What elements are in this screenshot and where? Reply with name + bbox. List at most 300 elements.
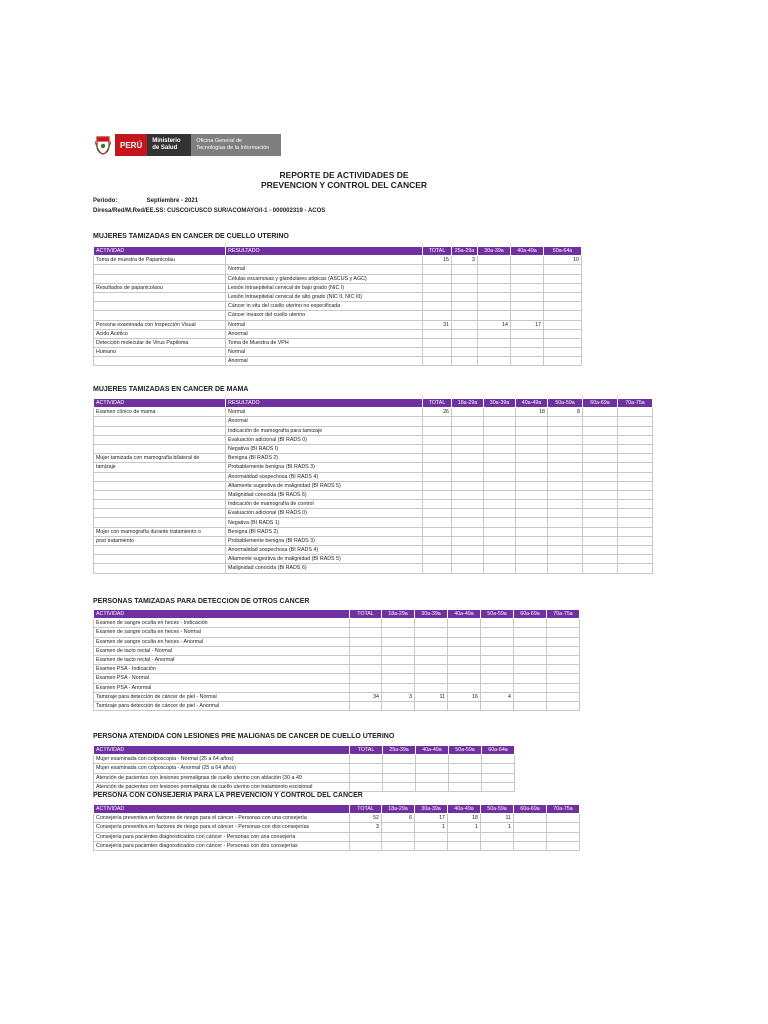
table-row	[94, 683, 580, 692]
value-cell	[448, 619, 481, 628]
value-cell	[382, 674, 415, 683]
value-cell	[423, 348, 452, 357]
value-cell	[481, 683, 514, 692]
value-cell	[547, 823, 580, 832]
value-cell	[482, 773, 515, 782]
result-cell: Probablemente benigna (BI RADS 3)	[226, 463, 423, 472]
column-header: 70a-75a	[618, 399, 653, 408]
activity-cell: Examen de sangre oculta en heces - Anormal	[94, 637, 350, 646]
value-cell	[382, 665, 415, 674]
otros-table	[93, 609, 580, 711]
value-cell	[382, 637, 415, 646]
value-cell	[478, 292, 511, 301]
value-cell	[416, 764, 449, 773]
value-cell	[514, 619, 547, 628]
result-cell: Normal	[226, 348, 423, 357]
activity-cell: Consejería para pacientes diagnosticados con cáncer - Personas con dos consejerías	[94, 841, 350, 850]
value-cell	[618, 426, 653, 435]
value-cell	[448, 832, 481, 841]
activity-cell	[94, 564, 226, 573]
activity-cell	[94, 444, 226, 453]
value-cell	[415, 701, 448, 710]
value-cell	[618, 555, 653, 564]
value-cell	[415, 665, 448, 674]
column-header: 30a-39a	[478, 247, 511, 256]
activity-cell: Examen clínico de mama	[94, 408, 226, 417]
column-header: 60a-69a	[514, 805, 547, 814]
value-cell	[484, 408, 516, 417]
activity-cell: Atención de pacientes con lesiones premalignas de cuello uterino con ablación (30 a 49	[94, 773, 350, 782]
table-row	[94, 283, 582, 292]
value-cell	[452, 481, 484, 490]
value-cell	[514, 692, 547, 701]
result-cell: Malignidad conocida (Bi RADS 6)	[226, 564, 423, 573]
value-cell: 52	[350, 814, 382, 823]
column-header: ACTIVIDAD	[94, 805, 350, 814]
table-row	[94, 329, 582, 338]
column-header: 30a-39a	[484, 399, 516, 408]
value-cell	[484, 546, 516, 555]
result-cell: Células escamosas y glandulares atípicas (ASCUS y AGC)	[226, 274, 423, 283]
value-cell: 1	[481, 823, 514, 832]
table-row	[94, 646, 580, 655]
value-cell: 1	[415, 823, 448, 832]
value-cell	[350, 782, 383, 791]
activity-cell	[94, 518, 226, 527]
column-header: TOTAL	[350, 610, 382, 619]
table-row	[94, 426, 653, 435]
value-cell	[350, 773, 383, 782]
value-cell	[350, 683, 382, 692]
value-cell	[350, 701, 382, 710]
value-cell	[547, 646, 580, 655]
value-cell	[548, 417, 583, 426]
value-cell	[423, 426, 452, 435]
value-cell	[511, 256, 544, 265]
value-cell	[452, 454, 484, 463]
table-row	[94, 674, 580, 683]
value-cell	[452, 546, 484, 555]
activity-cell: Consejería preventiva en factores de riesgo para el cáncer - Personas con dos consejerías	[94, 823, 350, 832]
value-cell	[481, 832, 514, 841]
column-header: 18a-29a	[382, 805, 415, 814]
value-cell	[583, 463, 618, 472]
value-cell: 3	[452, 256, 478, 265]
value-cell	[618, 546, 653, 555]
value-cell	[478, 302, 511, 311]
table-row	[94, 655, 580, 664]
value-cell	[484, 536, 516, 545]
value-cell	[618, 490, 653, 499]
value-cell	[511, 302, 544, 311]
table-header-row	[94, 805, 580, 814]
value-cell	[514, 628, 547, 637]
value-cell	[423, 302, 452, 311]
value-cell	[350, 646, 382, 655]
cuello-section-title: MUJERES TAMIZADAS EN CANCER DE CUELLO UTERINO	[93, 233, 289, 240]
table-row	[94, 417, 653, 426]
column-header: 50a-64a	[544, 247, 582, 256]
table-header-row	[94, 399, 653, 408]
value-cell	[423, 283, 452, 292]
value-cell: 1	[448, 823, 481, 832]
activity-cell: Mujer con mamografía durante tratamiento o	[94, 527, 226, 536]
result-cell: Toma de Muestra de VPH	[226, 338, 423, 347]
value-cell	[382, 832, 415, 841]
value-cell	[516, 454, 548, 463]
value-cell	[415, 674, 448, 683]
value-cell	[423, 481, 452, 490]
table-row	[94, 518, 653, 527]
activity-cell	[94, 417, 226, 426]
table-row	[94, 338, 582, 347]
value-cell	[618, 509, 653, 518]
value-cell	[452, 408, 484, 417]
table-row	[94, 292, 582, 301]
value-cell	[423, 417, 452, 426]
value-cell	[481, 674, 514, 683]
value-cell	[484, 435, 516, 444]
table-header-row	[94, 746, 515, 755]
value-cell	[583, 509, 618, 518]
activity-cell	[94, 490, 226, 499]
cuello-table	[93, 246, 582, 366]
value-cell	[416, 782, 449, 791]
value-cell	[452, 283, 478, 292]
value-cell	[478, 311, 511, 320]
value-cell	[484, 444, 516, 453]
value-cell	[516, 509, 548, 518]
value-cell	[423, 357, 452, 366]
value-cell	[382, 823, 415, 832]
activity-cell: Resultados de papanicolaou	[94, 283, 226, 292]
value-cell	[423, 444, 452, 453]
result-cell: Evaluación adicional (BI RADS 0)	[226, 509, 423, 518]
value-cell	[618, 564, 653, 573]
value-cell	[618, 463, 653, 472]
value-cell	[548, 454, 583, 463]
result-cell: Anormal	[226, 329, 423, 338]
value-cell	[452, 329, 478, 338]
value-cell	[547, 814, 580, 823]
activity-cell: tamizaje	[94, 463, 226, 472]
value-cell	[478, 283, 511, 292]
value-cell	[383, 773, 416, 782]
value-cell	[452, 518, 484, 527]
table-row	[94, 814, 580, 823]
activity-cell	[94, 435, 226, 444]
value-cell	[423, 329, 452, 338]
value-cell	[350, 841, 382, 850]
value-cell	[544, 283, 582, 292]
value-cell	[452, 311, 478, 320]
value-cell: 14	[478, 320, 511, 329]
activity-cell: Mujer examinada con colposcopia - Anormal (25 a 64 años)	[94, 764, 350, 773]
value-cell	[484, 481, 516, 490]
value-cell	[583, 527, 618, 536]
column-header: TOTAL	[423, 247, 452, 256]
value-cell	[382, 841, 415, 850]
value-cell: 6	[382, 814, 415, 823]
result-cell: Evaluación adicional (BI RADS 0)	[226, 435, 423, 444]
activity-cell: Atención de pacientes con lesiones premalignas de cuello uterino con tratamiento escisional	[94, 782, 350, 791]
lesiones-table	[93, 745, 515, 792]
value-cell	[452, 490, 484, 499]
value-cell: 3	[382, 692, 415, 701]
value-cell: 11	[481, 814, 514, 823]
value-cell	[583, 408, 618, 417]
table-row	[94, 692, 580, 701]
value-cell	[484, 426, 516, 435]
value-cell	[350, 628, 382, 637]
value-cell	[449, 764, 482, 773]
value-cell: 15	[423, 256, 452, 265]
value-cell	[583, 536, 618, 545]
value-cell	[544, 348, 582, 357]
value-cell	[583, 546, 618, 555]
value-cell	[482, 764, 515, 773]
value-cell	[548, 426, 583, 435]
value-cell	[547, 674, 580, 683]
value-cell	[423, 500, 452, 509]
activity-cell	[94, 500, 226, 509]
activity-cell: Examen de tacto rectal - Normal	[94, 646, 350, 655]
value-cell	[484, 518, 516, 527]
value-cell: 17	[415, 814, 448, 823]
value-cell	[511, 348, 544, 357]
value-cell	[478, 338, 511, 347]
value-cell	[547, 665, 580, 674]
table-row	[94, 564, 653, 573]
value-cell	[548, 500, 583, 509]
activity-cell	[94, 555, 226, 564]
value-cell	[481, 646, 514, 655]
value-cell	[516, 536, 548, 545]
peru-label: PERÚ	[115, 134, 147, 156]
value-cell	[484, 564, 516, 573]
activity-cell: Examen de sangre oculta en heces - Normal	[94, 628, 350, 637]
column-header: ACTIVIDAD	[94, 746, 350, 755]
activity-cell: Tamizaje para detección de cáncer de piel - Normal	[94, 692, 350, 701]
value-cell	[481, 655, 514, 664]
value-cell	[548, 463, 583, 472]
value-cell	[548, 564, 583, 573]
value-cell	[415, 832, 448, 841]
value-cell	[350, 764, 383, 773]
value-cell	[448, 628, 481, 637]
value-cell	[482, 755, 515, 764]
value-cell	[452, 527, 484, 536]
value-cell	[511, 265, 544, 274]
value-cell	[516, 435, 548, 444]
value-cell	[382, 655, 415, 664]
oficina-label: Oficina General de Tecnologías de la Información	[191, 134, 281, 156]
result-cell: Normal	[226, 265, 423, 274]
value-cell	[382, 619, 415, 628]
value-cell	[382, 628, 415, 637]
value-cell	[448, 701, 481, 710]
value-cell	[423, 454, 452, 463]
value-cell	[514, 701, 547, 710]
value-cell	[511, 274, 544, 283]
table-row	[94, 454, 653, 463]
value-cell	[448, 655, 481, 664]
column-header: 60a-69a	[583, 399, 618, 408]
value-cell	[583, 518, 618, 527]
activity-cell: Consejería para pacientes diagnosticados con cáncer - Personas con una consejería	[94, 832, 350, 841]
value-cell	[547, 841, 580, 850]
value-cell	[547, 701, 580, 710]
value-cell	[516, 500, 548, 509]
value-cell	[516, 426, 548, 435]
value-cell	[452, 274, 478, 283]
table-row	[94, 555, 653, 564]
value-cell	[548, 546, 583, 555]
value-cell	[423, 274, 452, 283]
result-cell: Cáncer in situ del cuello uterino no especificada	[226, 302, 423, 311]
table-row	[94, 764, 515, 773]
value-cell	[423, 518, 452, 527]
value-cell	[583, 472, 618, 481]
value-cell	[618, 408, 653, 417]
value-cell	[415, 683, 448, 692]
table-row	[94, 435, 653, 444]
value-cell: 26	[423, 408, 452, 417]
column-header: 40a-49a	[448, 610, 481, 619]
value-cell: 11	[415, 692, 448, 701]
value-cell	[514, 823, 547, 832]
value-cell	[452, 564, 484, 573]
value-cell	[583, 426, 618, 435]
activity-cell: Acido Acético	[94, 329, 226, 338]
value-cell	[416, 755, 449, 764]
column-header: ACTIVIDAD	[94, 610, 350, 619]
value-cell	[423, 536, 452, 545]
value-cell	[544, 338, 582, 347]
ministerio-label: Ministerio de Salud	[147, 134, 191, 156]
value-cell	[583, 481, 618, 490]
table-row	[94, 481, 653, 490]
column-header: 60a-69a	[514, 610, 547, 619]
value-cell	[484, 509, 516, 518]
value-cell	[544, 292, 582, 301]
table-row	[94, 823, 580, 832]
result-cell: Anormalidad sospechosa (BI RADS 4)	[226, 546, 423, 555]
value-cell	[452, 357, 478, 366]
table-row	[94, 755, 515, 764]
value-cell	[544, 311, 582, 320]
column-header: RESULTADO	[226, 247, 423, 256]
value-cell	[452, 338, 478, 347]
column-header: 18a-29a	[452, 399, 484, 408]
table-row	[94, 472, 653, 481]
report-title	[0, 170, 688, 190]
value-cell	[452, 463, 484, 472]
value-cell	[618, 536, 653, 545]
value-cell	[511, 329, 544, 338]
activity-cell: Examen PSA - Normal	[94, 674, 350, 683]
activity-cell	[94, 481, 226, 490]
activity-cell: Examen PSA - Indicación	[94, 665, 350, 674]
value-cell	[382, 683, 415, 692]
consejeria-table	[93, 804, 580, 851]
value-cell	[478, 274, 511, 283]
value-cell	[448, 841, 481, 850]
value-cell	[481, 637, 514, 646]
value-cell	[383, 782, 416, 791]
table-row	[94, 320, 582, 329]
value-cell	[516, 546, 548, 555]
result-cell: Negativa (BI RADS I)	[226, 444, 423, 453]
column-header: 40a-49a	[516, 399, 548, 408]
table-row	[94, 302, 582, 311]
value-cell	[449, 782, 482, 791]
result-cell: Altamente sugestiva de malignidad (BI RADS 5)	[226, 481, 423, 490]
column-header: 30a-39a	[415, 610, 448, 619]
value-cell	[350, 674, 382, 683]
activity-cell	[94, 274, 226, 283]
table-row	[94, 832, 580, 841]
column-header: 40a-49a	[416, 746, 449, 755]
table-row	[94, 463, 653, 472]
column-header: TOTAL	[350, 805, 382, 814]
value-cell	[514, 841, 547, 850]
value-cell: 18	[448, 814, 481, 823]
periodo-row	[93, 198, 198, 204]
value-cell	[481, 628, 514, 637]
result-cell: Malignidad conocida (Bi RADS 6)	[226, 490, 423, 499]
value-cell	[415, 619, 448, 628]
value-cell	[484, 490, 516, 499]
value-cell	[415, 628, 448, 637]
report-title-line2: PREVENCION Y CONTROL DEL CANCER	[260, 180, 428, 190]
value-cell	[583, 454, 618, 463]
result-cell: Anormalidad sospechosa (BI RADS 4)	[226, 472, 423, 481]
table-row	[94, 773, 515, 782]
value-cell: 16	[448, 692, 481, 701]
result-cell: Anormal	[226, 357, 423, 366]
value-cell	[547, 637, 580, 646]
table-row	[94, 546, 653, 555]
value-cell	[350, 619, 382, 628]
table-row	[94, 782, 515, 791]
value-cell	[544, 265, 582, 274]
activity-cell	[94, 265, 226, 274]
value-cell	[484, 527, 516, 536]
activity-cell: Consejería preventiva en factores de riesgo para el cáncer - Personas con una consejería	[94, 814, 350, 823]
column-header: 25a-39a	[383, 746, 416, 755]
value-cell	[511, 292, 544, 301]
value-cell: 3	[350, 823, 382, 832]
value-cell	[452, 500, 484, 509]
table-row	[94, 665, 580, 674]
value-cell	[452, 472, 484, 481]
value-cell: 34	[350, 692, 382, 701]
value-cell	[423, 527, 452, 536]
value-cell	[516, 527, 548, 536]
periodo-label: Periodo:	[93, 198, 118, 204]
column-header: 18a-29a	[382, 610, 415, 619]
table-row	[94, 256, 582, 265]
value-cell	[618, 518, 653, 527]
value-cell	[484, 454, 516, 463]
value-cell	[583, 490, 618, 499]
table-row	[94, 628, 580, 637]
value-cell	[484, 472, 516, 481]
activity-cell: Detección molecular de Virus Papiloma	[94, 338, 226, 347]
value-cell	[544, 302, 582, 311]
activity-cell	[94, 472, 226, 481]
